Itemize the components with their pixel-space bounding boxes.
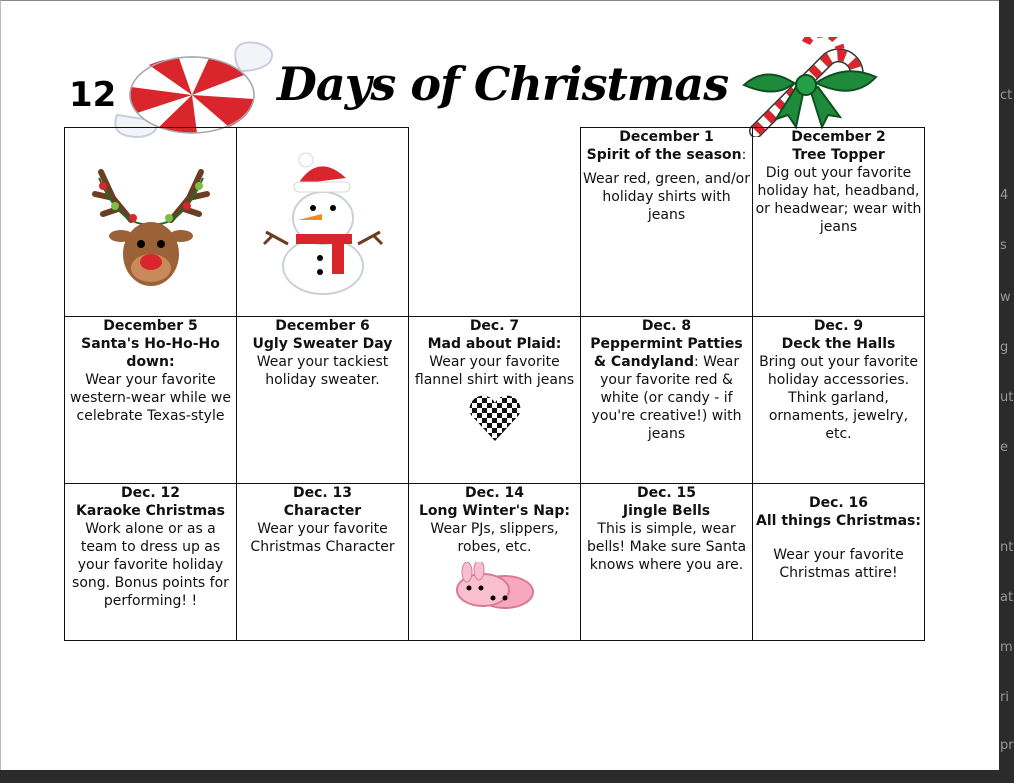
page-title: Days of Christmas: [277, 57, 729, 111]
cell-theme: Tree Topper: [792, 147, 885, 163]
reindeer-icon: [81, 158, 221, 298]
cell-dec2: [753, 128, 925, 317]
cell-dec8: [581, 317, 753, 484]
cell-desc: : Wear your favorite red & white (or candy - if you're creative!) with jeans: [591, 354, 742, 442]
cell-dec13: [237, 484, 409, 641]
cell-date: December 5: [103, 318, 198, 334]
cell-date: December 2: [791, 129, 886, 145]
side-text-fragments: [1000, 0, 1014, 783]
candy-cane-icon: [736, 37, 886, 137]
cell-date: December 1: [619, 129, 714, 145]
cell-desc: Wear PJs, slippers, robes, etc.: [430, 521, 559, 555]
side-fragment: m: [1000, 640, 1013, 655]
cell-desc: Dig out your favorite holiday hat, headband, or headwear; wear with jeans: [755, 165, 922, 235]
cell-desc: This is simple, wear bells! Make sure Santa knows where you are.: [586, 521, 747, 573]
cell-desc: Wear your favorite western-wear while we celebrate Texas-style: [70, 372, 231, 424]
cell-date: Dec. 8: [641, 318, 692, 334]
cell-theme: Peppermint Patties & Candyland: [590, 336, 743, 370]
calendar-grid: [64, 127, 925, 641]
cell-date: Dec. 7: [469, 318, 520, 334]
cell-theme: Jingle Bells: [622, 503, 711, 519]
cell-date: Dec. 9: [813, 318, 864, 334]
blank-cell: [409, 128, 581, 317]
cell-dec5: [65, 317, 237, 484]
side-fragment: g: [1000, 340, 1009, 355]
cell-desc: Wear your favorite flannel shirt with jeans: [414, 354, 575, 388]
cell-dec14: [409, 484, 581, 641]
cell-theme: All things Christmas:: [756, 513, 921, 529]
cell-theme: Mad about Plaid:: [427, 336, 562, 352]
cell-desc: Bring out your favorite holiday accessories. Think garland, ornaments, jewelry, etc.: [759, 354, 918, 442]
side-fragment: ut: [1000, 390, 1014, 405]
cell-dec6: [237, 317, 409, 484]
side-fragment: at: [1000, 590, 1014, 605]
snowman-icon: [258, 148, 388, 298]
cell-theme: Long Winter's Nap:: [419, 503, 570, 519]
cell-theme-suffix: :: [741, 147, 747, 163]
side-fragment: 4: [1000, 188, 1009, 203]
cell-theme: Santa's Ho-Ho-Ho down:: [81, 336, 220, 370]
cell-date: Dec. 15: [636, 485, 697, 501]
cell-date: December 6: [275, 318, 370, 334]
side-fragment: ct: [1000, 88, 1013, 103]
reindeer-cell: [65, 128, 237, 317]
peppermint-candy-icon: [109, 37, 279, 141]
cell-desc: Work alone or as a team to dress up as your favorite holiday song. Bonus points for performing! !: [72, 521, 229, 609]
cell-theme: Karaoke Christmas: [76, 503, 225, 519]
cell-desc: Wear your favorite Christmas attire!: [773, 547, 904, 581]
cell-dec9: [753, 317, 925, 484]
side-fragment: e: [1000, 440, 1008, 455]
cell-date: Dec. 13: [292, 485, 353, 501]
side-fragment: pr: [1000, 738, 1014, 753]
side-fragment: w: [1000, 290, 1011, 305]
bottom-bar: [0, 770, 1014, 783]
side-fragment: s: [1000, 238, 1007, 253]
title-number: 12: [69, 75, 117, 115]
cell-dec15: [581, 484, 753, 641]
side-fragment: nt: [1000, 540, 1014, 555]
cell-date: Dec. 12: [120, 485, 181, 501]
cell-date: Dec. 14: [464, 485, 525, 501]
cell-dec1: [581, 128, 753, 317]
bunny-slippers-icon: [453, 562, 537, 612]
cell-theme: Spirit of the season: [586, 147, 742, 163]
cell-dec7: [409, 317, 581, 484]
cell-desc: Wear your tackiest holiday sweater.: [256, 354, 389, 388]
cell-desc: Wear red, green, and/or holiday shirts with jeans: [583, 171, 750, 223]
cell-dec12: [65, 484, 237, 641]
plaid-heart-icon: [467, 393, 523, 443]
cell-theme: Deck the Halls: [781, 336, 896, 352]
cell-theme: Ugly Sweater Day: [252, 336, 393, 352]
cell-theme: Character: [283, 503, 362, 519]
cell-date: Dec. 16: [808, 495, 869, 511]
snowman-cell: [237, 128, 409, 317]
cell-desc: Wear your favorite Christmas Character: [250, 521, 395, 555]
cell-dec16: [753, 484, 925, 641]
side-fragment: ri: [1000, 690, 1009, 705]
